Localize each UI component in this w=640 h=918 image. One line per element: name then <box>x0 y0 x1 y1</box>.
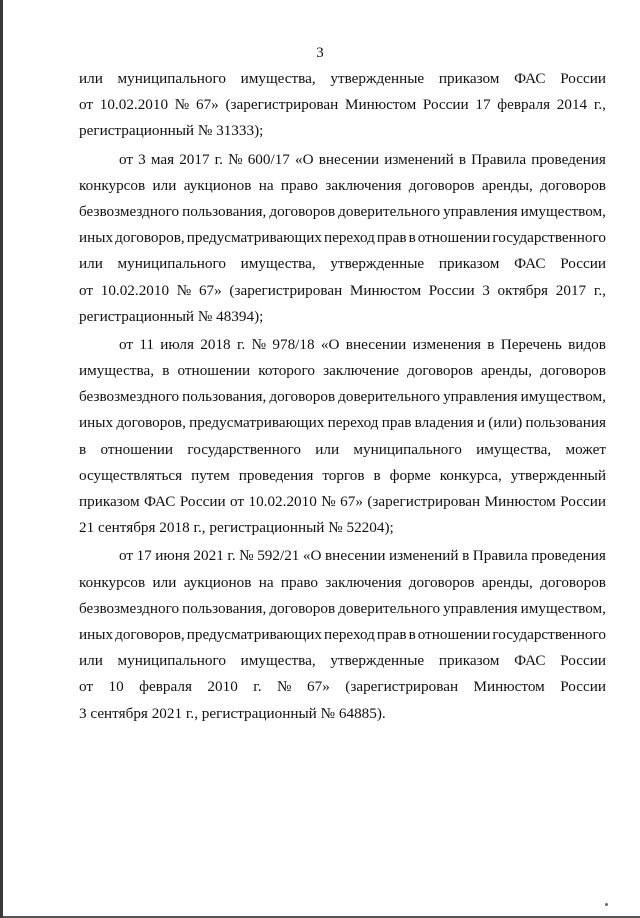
paragraph-3 <box>79 332 606 542</box>
text-line: от 3 мая 2017 г. № 600/17 «О внесении изменений в Правила проведения <box>119 150 606 168</box>
text-line: конкурсов или аукционов на право заключения договоров аренды, договоров <box>79 176 606 194</box>
text-line: иных договоров, предусматривающих переход прав в отношении государственного <box>79 625 606 643</box>
text-line: приказом ФАС России от 10.02.2010 № 67» (зарегистрирован Минюстом России <box>79 493 606 510</box>
document-body <box>79 66 606 727</box>
paragraph-1 <box>79 66 606 145</box>
text-line: регистрационный № 48394); <box>79 307 264 325</box>
text-line: от 10.02.2010 № 67» (зарегистрирован Минюстом России 3 октября 2017 г., <box>79 281 606 299</box>
scan-speck <box>605 903 608 906</box>
paragraph-2 <box>79 147 606 330</box>
text-line: от 10.02.2010 № 67» (зарегистрирован Минюстом России 17 февраля 2014 г., <box>79 96 606 114</box>
text-line: безвозмездного пользования, договоров доверительного управления имуществом, <box>79 599 606 617</box>
text-line: регистрационный № 31333); <box>79 122 264 140</box>
text-line: от 10 февраля 2010 г. № 67» (зарегистрирован Минюстом России <box>79 678 606 696</box>
text-line: от 17 июня 2021 г. № 592/21 «О внесении изменений в Правила проведения <box>119 547 606 565</box>
text-line: конкурсов или аукционов на право заключения договоров аренды, договоров <box>79 573 606 591</box>
text-line: 21 сентября 2018 г., регистрационный № 52204); <box>79 519 394 537</box>
text-line: безвозмездного пользования, договоров доверительного управления имуществом, <box>79 202 606 220</box>
text-line: или муниципального имущества, утвержденные приказом ФАС России <box>79 652 606 670</box>
page-number: 3 <box>316 45 324 61</box>
text-line: иных договоров, предусматривающих переход прав в отношении государственного <box>79 229 606 247</box>
paragraph-4 <box>79 543 606 726</box>
text-line: 3 сентября 2021 г., регистрационный № 64885). <box>79 704 386 722</box>
text-line: в отношении государственного или муниципального имущества, может <box>79 440 606 458</box>
text-line: иных договоров, предусматривающих переход прав владения и (или) пользования <box>79 414 606 432</box>
text-line: от 11 июля 2018 г. № 978/18 «О внесении изменения в Перечень видов <box>119 335 606 353</box>
text-line: или муниципального имущества, утвержденные приказом ФАС России <box>79 70 606 87</box>
text-line: осуществляться путем проведения торгов в форме конкурса, утвержденный <box>79 466 606 484</box>
text-line: или муниципального имущества, утвержденные приказом ФАС России <box>79 255 606 273</box>
text-line: безвозмездного пользования, договоров доверительного управления имуществом, <box>79 388 606 406</box>
text-line: имущества, в отношении которого заключение договоров аренды, договоров <box>79 362 606 380</box>
